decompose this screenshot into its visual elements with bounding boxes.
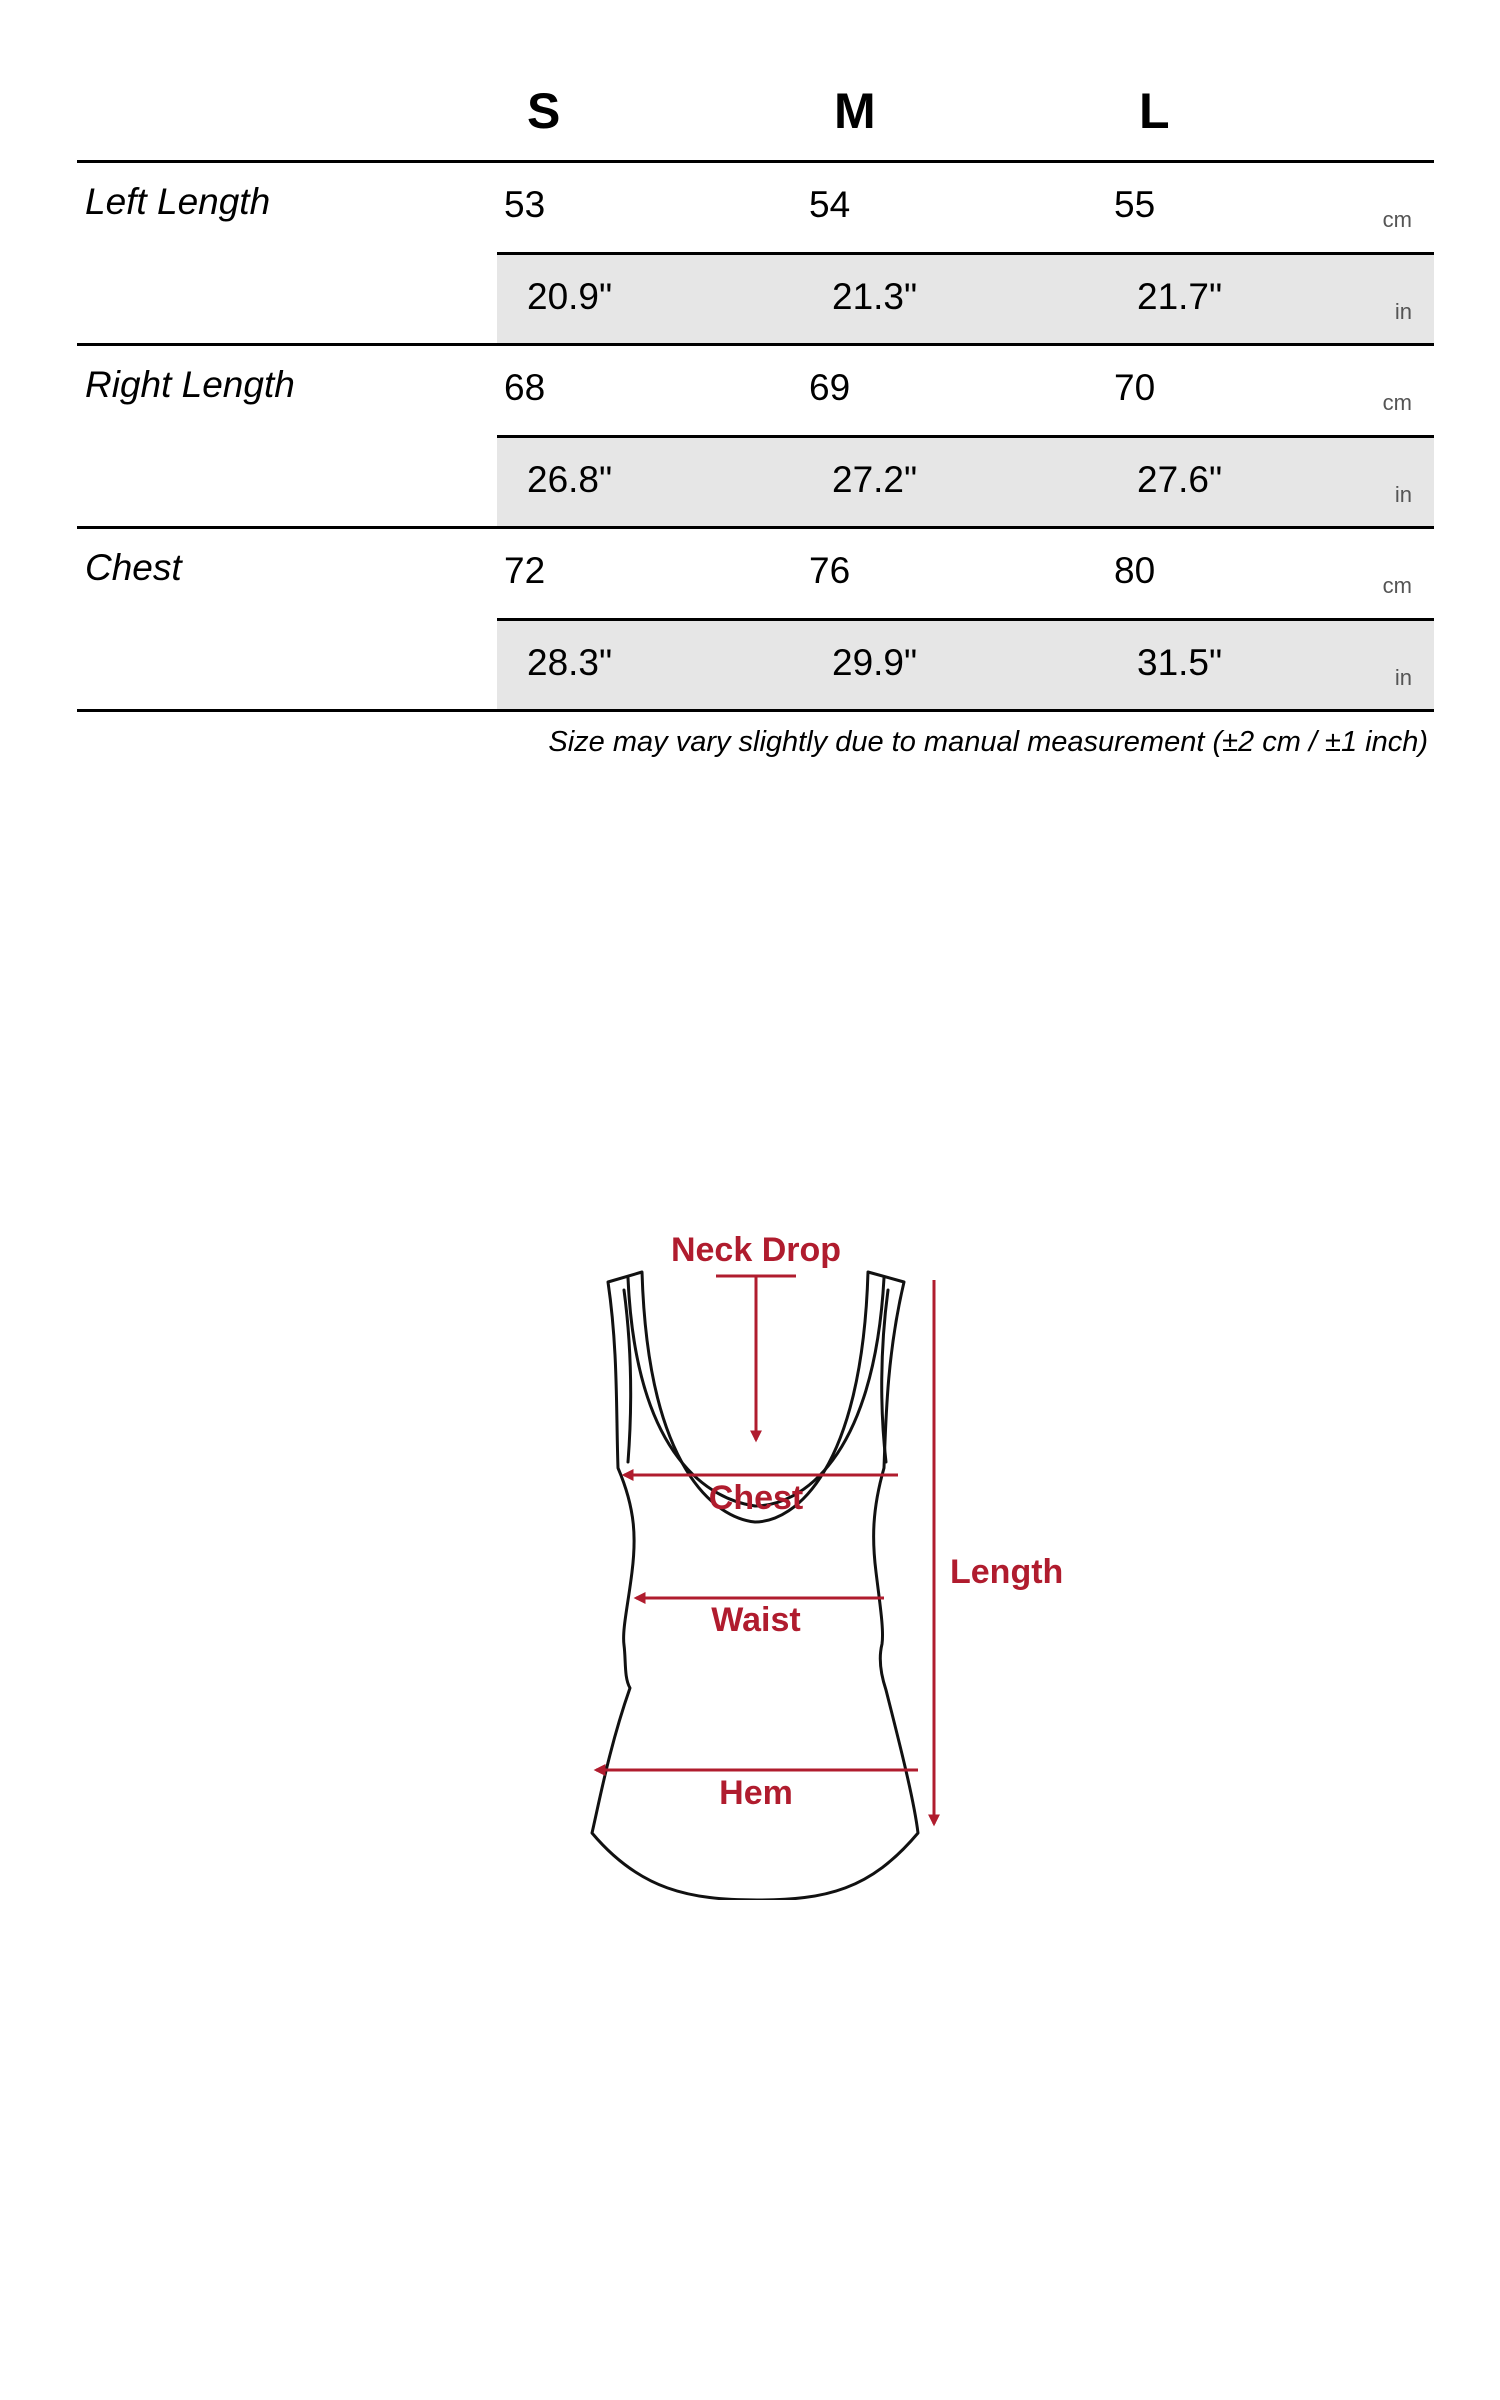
value-s-in: 26.8" [527,459,613,500]
measurement-group-right-length [77,346,1434,529]
unit-cm: cm [1382,390,1412,415]
value-s-cm: 68 [504,367,546,408]
value-m-in: 29.9" [832,642,918,683]
row-in [497,255,1434,343]
measurement-group-left-length [77,163,1434,346]
value-l-in: 27.6" [1137,459,1223,500]
length-label: Length [950,1553,1064,1591]
value-s-cm: 72 [504,550,546,591]
size-chart-table [77,60,1434,758]
measurement-label: Left Length [85,181,271,222]
value-l-cm: 70 [1114,367,1156,408]
measurement-group-chest [77,529,1434,712]
neck-drop-label: Neck Drop [670,1231,842,1269]
row-cm [497,529,1434,621]
value-s-cm: 53 [504,184,546,225]
measurement-label: Chest [85,547,182,588]
unit-in: in [1394,482,1412,507]
unit-in: in [1394,299,1412,324]
row-cm [497,163,1434,255]
measurement-label: Right Length [85,364,295,405]
value-m-cm: 76 [809,550,851,591]
value-s-in: 28.3" [527,642,613,683]
value-m-in: 21.3" [832,276,918,317]
armhole-binding-right [882,1290,888,1462]
tank-top-measurement-diagram [0,1200,1500,1900]
value-s-in: 20.9" [527,276,613,317]
row-in [497,438,1434,526]
size-header-row [77,60,1434,163]
chest-label: Chest [708,1479,804,1517]
size-header-s: S [527,83,561,139]
size-header-m: M [834,83,876,139]
value-m-in: 27.2" [832,459,918,500]
value-l-cm: 80 [1114,550,1156,591]
value-l-in: 21.7" [1137,276,1223,317]
row-cm [497,346,1434,438]
value-m-cm: 54 [809,184,851,225]
unit-in: in [1394,665,1412,690]
value-l-in: 31.5" [1137,642,1223,683]
value-l-cm: 55 [1114,184,1156,225]
hem-label: Hem [719,1774,793,1812]
unit-cm: cm [1382,573,1412,598]
waist-label: Waist [711,1601,801,1639]
measurement-note: Size may vary slightly due to manual measurement (±2 cm / ±1 inch) [548,726,1428,758]
unit-cm: cm [1382,207,1412,232]
value-m-cm: 69 [809,367,851,408]
row-in [497,621,1434,709]
size-header-l: L [1139,83,1170,139]
